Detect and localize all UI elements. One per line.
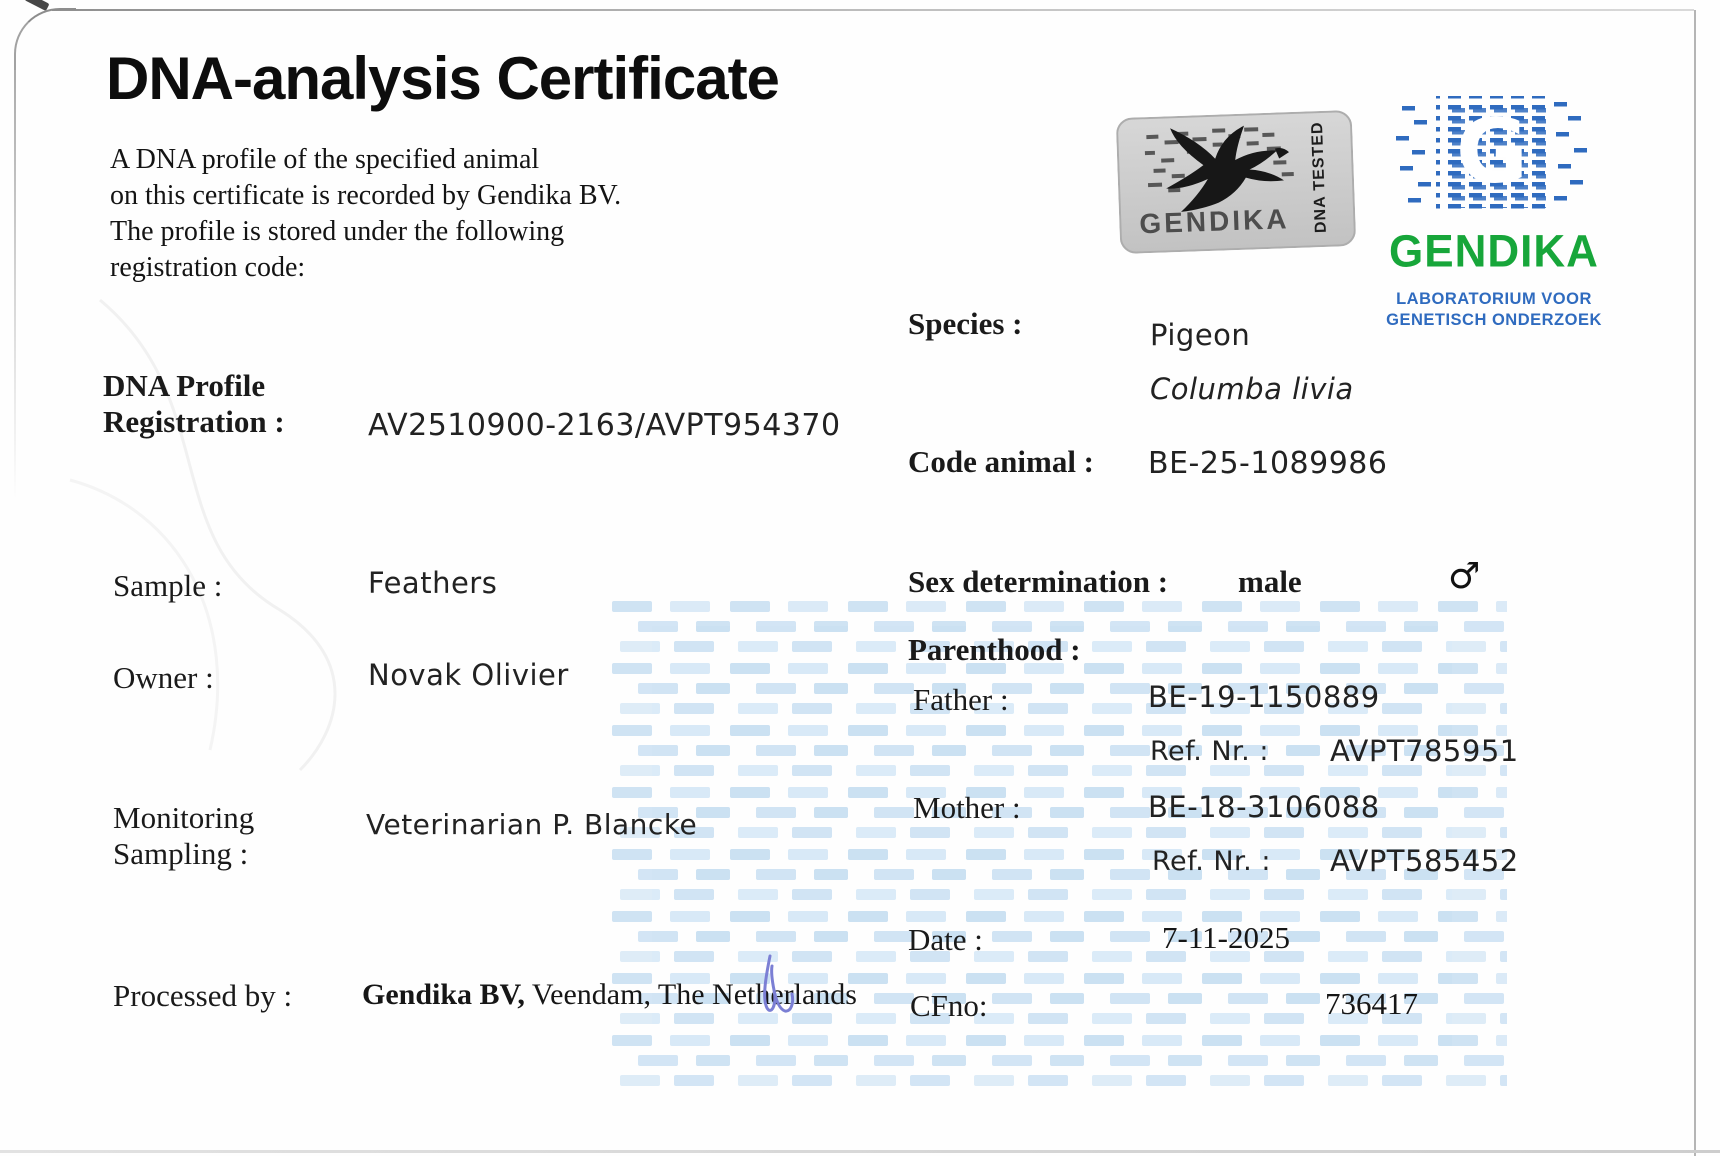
logo-caption-line2: GENETISCH ONDERZOEK [1386, 311, 1602, 329]
page-left-edge [14, 70, 16, 500]
intro-paragraph [110, 142, 770, 286]
intro-line-3: The profile is stored under the following [110, 216, 565, 247]
dna-profile-label-line2: Registration : [103, 404, 285, 439]
father-ref-value: AVPT785951 [1330, 734, 1519, 768]
date-value: 7-11-2025 [1162, 920, 1290, 955]
species-value: Pigeon [1150, 318, 1251, 352]
intro-line-1: A DNA profile of the specified animal [110, 144, 540, 175]
monitoring-label-line2: Sampling : [113, 836, 249, 871]
logo-caption-line1: LABORATORIUM VOOR [1396, 290, 1592, 308]
processed-by-company: Gendika BV, [362, 978, 525, 1011]
owner-label: Owner : [113, 660, 214, 695]
sex-determination-label: Sex determination : [908, 564, 1169, 599]
owner-value: Novak Olivier [368, 658, 569, 692]
species-label: Species : [908, 306, 1023, 341]
gendika-logo [1384, 92, 1604, 332]
mother-ref-value: AVPT585452 [1330, 844, 1519, 878]
code-animal-label: Code animal : [908, 444, 1094, 479]
mother-label: Mother : [913, 790, 1021, 825]
gendika-logo-mark [1384, 92, 1604, 220]
monitoring-label-line1: Monitoring [113, 800, 255, 835]
logo-caption [1384, 289, 1604, 331]
dna-tested-sticker [1116, 110, 1357, 254]
sex-determination-value: male [1238, 564, 1302, 599]
dna-profile-label-line1: DNA Profile [103, 368, 266, 403]
dna-profile-value: AV2510900-2163/AVPT954370 [368, 408, 841, 443]
intro-line-4: registration code: [110, 252, 306, 283]
logo-brand-text: GENDIKA [1389, 226, 1599, 277]
intro-line-2: on this certificate is recorded by Gendika BV. [110, 180, 622, 211]
monitoring-value: Veterinarian P. Blancke [366, 808, 698, 841]
scan-corner-mark [24, 0, 49, 11]
page-bottom-edge [0, 1150, 1720, 1153]
cfno-label: CFno: [910, 988, 988, 1023]
processed-by-location: Veendam, The Netherlands [524, 978, 857, 1011]
page-right-edge [1694, 10, 1696, 1156]
page-top-edge [52, 9, 1694, 11]
pen-signature-mark [756, 952, 804, 1030]
species-latin-name: Columba livia [1150, 372, 1354, 406]
page-corner-curve [14, 8, 76, 80]
monitoring-label [113, 800, 254, 872]
sticker-tagline-text: DNA TESTED [1308, 121, 1330, 234]
dna-profile-label [103, 368, 285, 440]
date-label: Date : [908, 922, 983, 957]
sample-value: Feathers [368, 566, 498, 600]
paper-wrinkle-texture [40, 280, 640, 780]
cfno-value: 736417 [1325, 986, 1418, 1021]
mother-value: BE-18-3106088 [1148, 790, 1380, 824]
father-value: BE-19-1150889 [1148, 680, 1380, 714]
certificate-title: DNA-analysis Certificate [106, 45, 779, 112]
processed-by-label: Processed by : [113, 978, 293, 1013]
code-animal-value: BE-25-1089986 [1148, 446, 1388, 481]
male-symbol-icon: ♂ [1448, 556, 1481, 597]
father-label: Father : [913, 682, 1009, 717]
sample-label: Sample : [113, 568, 223, 603]
parenthood-label: Parenthood : [908, 632, 1081, 667]
father-ref-label: Ref. Nr. : [1150, 736, 1269, 767]
logo-letter-g: G [1455, 100, 1529, 203]
mother-ref-label: Ref. Nr. : [1152, 846, 1271, 877]
sticker-brand-text: GENDIKA [1138, 203, 1290, 240]
